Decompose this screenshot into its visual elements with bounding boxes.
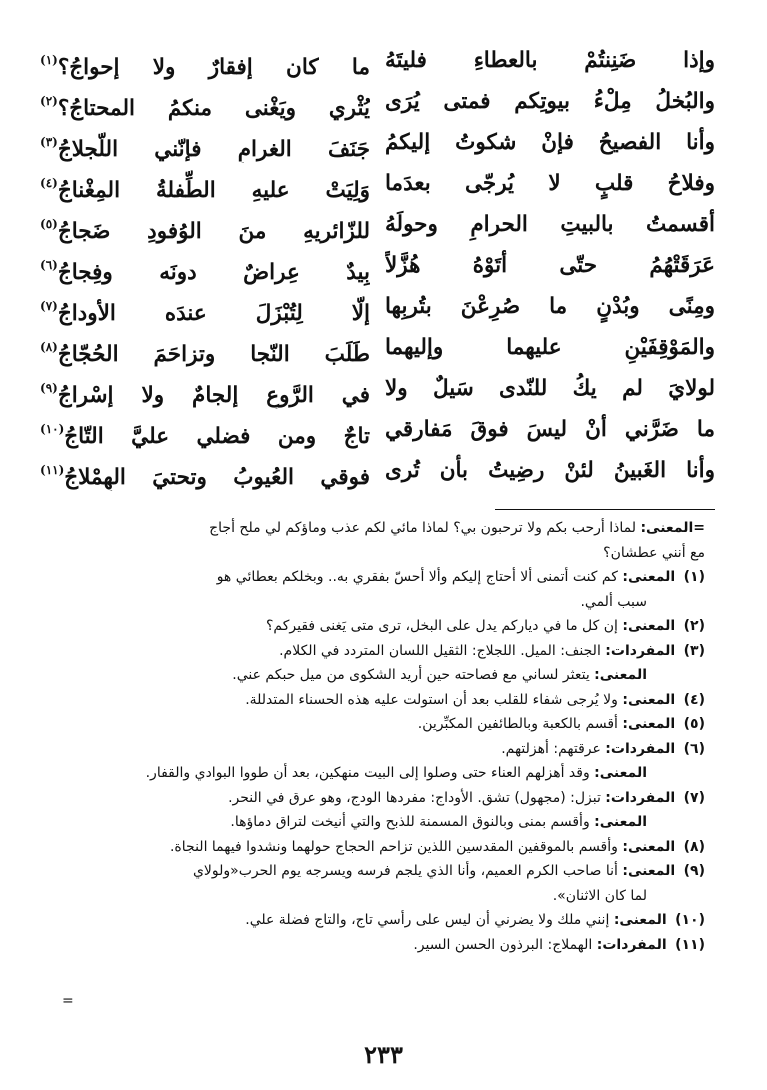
note-continued-line [82,541,705,566]
note-label: المعنى: [594,814,647,830]
second-hemistich: ما كان إفقارٌ ولا إحواجُ؟$^{(١)}$ [40,53,370,80]
second-hemistich: يُثْري ويَغْنى منكمُ المحتاجُ؟$^{(٢)}$ [40,94,370,121]
note-text: وأقسم بمنى وبالنوق المسمنة للذبح والتي أنيخت لتراق دماؤها. [230,814,590,830]
footnote-9-continued [82,884,705,909]
first-hemistich: وأنا الغَبينُ لئنْ رضِيتُ بأن تُرى [385,458,715,483]
note-label: المعنى: [622,838,676,855]
footnote-ref[interactable]: (٢) [40,94,58,108]
footnote-8 [82,835,705,860]
footnote-3 [82,639,705,664]
footnote-9 [82,859,705,884]
note-number: (١٠) [675,912,705,928]
footnote-3-meaning [82,663,705,688]
note-text: سبب ألمي. [580,593,647,610]
note-text: أقسم بالكعبة وبالطائفين المكبِّرين. [417,716,618,732]
first-hemistich: أقسمتُ بالبيتِ الحرامِ وحولَهُ [385,212,715,237]
second-hemistich: وَلِيَتْ عليهِ الطِّفلةُ المِغْناجُ$^{(٤)}$ [40,176,370,203]
footnote-separator [495,509,715,510]
first-hemistich: عَرَقَتْهُمُ حتّى أتَوْهُ هُزَّلاً [385,253,715,278]
footnote-4 [82,688,705,713]
note-number: (٩) [683,863,705,879]
note-text: يتعثر لساني مع فصاحته حين أريد الشكوى من ميل حبكم عني. [232,667,590,683]
note-number: (٢) [683,618,705,634]
second-hemistich: طَلَبَ النّجا وتزاحَمَ الحُجّاجُ$^{(٨)}$ [40,340,370,367]
verse [40,163,715,204]
note-label: المعنى: [613,912,667,928]
note-label: المعنى: [622,863,676,879]
note-label: المفردات: [596,936,667,953]
footnote-1 [82,565,705,590]
note-number: (٥) [683,716,705,732]
footnote-ref[interactable]: (١١) [40,463,65,477]
first-hemistich: والمَوْقِفَيْنِ عليهما وإليهما [385,335,715,360]
note-text: ولا يُرجى شفاء للقلب بعد أن استولت عليه هذه الحسناء المتدللة. [245,691,618,708]
continuation-mark: = [62,993,74,1009]
note-number: (٤) [683,691,705,708]
note-label: المعنى: [594,765,647,781]
note-text: مع أنني عطشان؟ [603,544,705,561]
footnote-ref[interactable]: (٤) [40,176,58,190]
second-hemistich: في الرَّوعِ إلجامٌ ولا إسْراجُ$^{(٩)}$ [40,381,370,408]
first-hemistich: ما ضَرَّني أنْ ليسَ فوقَ مَفارقي [385,417,715,442]
note-text: وأقسم بالموقفين المقدسين اللذين تزاحم الحجاج حولهما ونشدوا فيهما النجاة. [169,838,618,855]
page-number: ٢٣٣ [364,1040,403,1069]
second-hemistich: بِيدٌ عِراضٌ دونَه وفِجاجُ$^{(٦)}$ [40,258,370,285]
note-text: لما كان الاثنان». [552,887,647,904]
note-text: إن كل ما في دياركم يدل على البخل، ترى متى يَغنى فقيركم؟ [265,618,618,634]
footnote-2 [82,614,705,639]
footnote-11 [82,933,705,958]
verse [40,204,715,245]
note-number: (٦) [683,740,705,757]
verse [40,368,715,409]
note-continued [82,516,705,541]
second-hemistich: للزّائريهِ منَ الوُفودِ ضَجاجُ$^{(٥)}$ [40,217,370,244]
first-hemistich: وإذا ضَنِنتُمْ بالعطاءِ فليتَهُ [385,48,715,73]
verse [40,327,715,368]
footnote-6-meaning [82,761,705,786]
footnotes [82,516,705,957]
footnote-5 [82,712,705,737]
note-number: (١١) [675,936,705,953]
note-label: المفردات: [605,789,676,806]
note-text: الهملاج: البرذون الحسن السير. [413,936,593,953]
note-label: المفردات: [605,740,676,757]
note-label: =المعنى: [640,520,705,536]
note-text: تبزل: (مجهول) تشق. الأوداج: مفردها الودج، وهو عرق في النحر. [228,789,601,806]
note-text: لماذا أرحب بكم ولا ترحبون بي؟ لماذا مائي لكم عذب وماؤكم لي ملح أجاج [209,520,636,536]
footnote-ref[interactable]: (٦) [40,258,58,272]
footnote-ref[interactable]: (٨) [40,340,58,354]
note-text: كم كنت أتمنى ألا أحتاج إليكم وألا أحسّ بفقري به.. وبخلكم بعطائي هو [216,569,618,585]
footnote-7 [82,786,705,811]
footnote-ref[interactable]: (٩) [40,381,58,395]
note-text: إنني ملك ولا يضرني أن ليس على رأسي تاج، والتاج فضلة علي. [245,912,610,928]
footnote-10 [82,908,705,933]
note-text: الجنف: الميل. اللجلاج: الثقيل اللسان المتردد في الكلام. [279,642,601,659]
verse [40,122,715,163]
footnote-ref[interactable]: (٥) [40,217,58,231]
footnote-1-continued [82,590,705,615]
verse [40,40,715,81]
note-label: المعنى: [622,691,676,708]
first-hemistich: وفلاحُ قلبٍ لا يُرجّى بعدَما [385,171,715,196]
note-label: المعنى: [622,569,676,585]
footnote-6 [82,737,705,762]
first-hemistich: والبُخلُ مِلْءُ بيوتِكم فمتى يُرَى [385,89,715,114]
second-hemistich: جَنَفَ الغرامِ فإنّني اللّجلاجُ$^{(٣)}$ [40,135,370,162]
note-number: (٧) [683,789,705,806]
footnote-7-meaning [82,810,705,835]
note-text: عرقتهم: أهزلتهم. [501,740,601,757]
second-hemistich: تاجٌ ومن فضلي عليَّ التّاجُ$^{(١٠)}$ [40,422,370,449]
footnote-ref[interactable]: (١) [40,53,58,67]
note-number: (٣) [683,642,705,659]
poem [40,40,715,500]
verse [40,409,715,450]
verse [40,81,715,122]
footnote-ref[interactable]: (١٠) [40,422,65,436]
first-hemistich: لولايَ لم يكُ للنّدى سَيلٌ ولا [385,376,715,401]
first-hemistich: وأنا الفصيحُ فإنْ شكوتُ إليكمُ [385,130,715,155]
first-hemistich: ومِنًى وبُدْنٍ ما صُرِعْنَ بتُربِها [385,294,715,319]
note-number: (٨) [683,838,705,855]
note-label: المعنى: [594,667,647,683]
note-label: المعنى: [622,618,676,634]
note-text: أنا صاحب الكرم العميم، وأنا الذي يلجم فرسه ويسرجه يوم الحرب«ولولاي [192,863,618,879]
verse [40,450,715,491]
second-hemistich: فوقي العُيوبُ وتحتيَ الهِمْلاجُ$^{(١١)}$ [40,463,370,490]
verse [40,245,715,286]
footnote-ref[interactable]: (٧) [40,299,58,313]
note-label: المعنى: [622,716,676,732]
note-text: وقد أهزلهم العناء حتى وصلوا إلى البيت منهكين، بعد أن طووا البوادي والقفار. [145,765,590,781]
verse [40,286,715,327]
footnote-ref[interactable]: (٣) [40,135,58,149]
note-label: المفردات: [605,642,676,659]
note-number: (١) [683,569,705,585]
second-hemistich: إلّا لِتُبْزَلَ عندَه الأوداجُ$^{(٧)}$ [40,299,370,326]
